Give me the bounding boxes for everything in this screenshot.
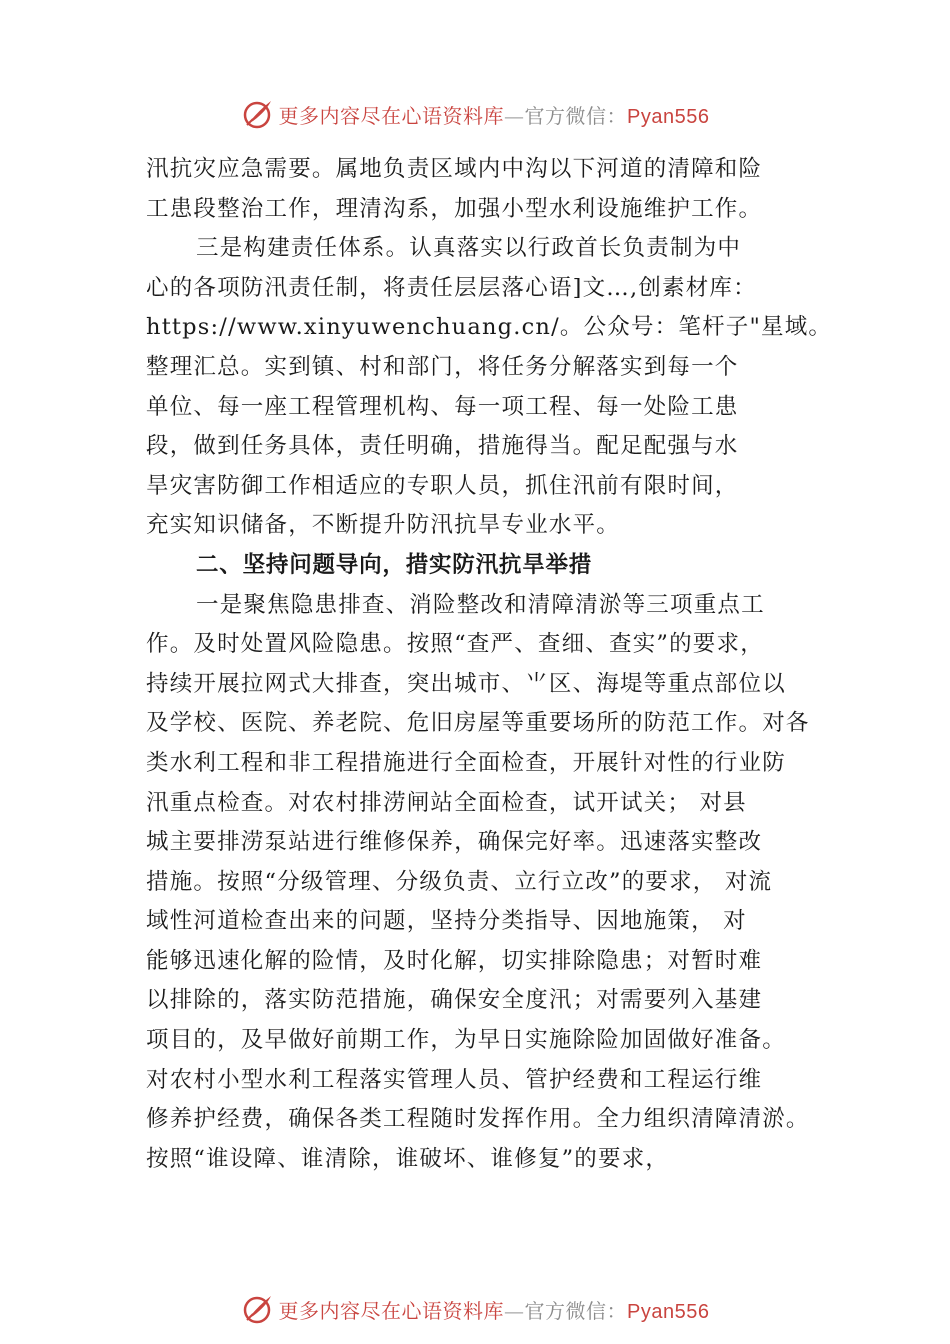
footer-banner xyxy=(0,1289,950,1329)
text-line: 汛重点检查。对农村排涝闸站全面检查，试开试关； 对县 xyxy=(146,789,747,816)
text-line: 城主要排涝泵站进行维修保养，确保完好率。迅速落实整改 xyxy=(146,829,763,856)
banner-text: 更多内容尽在心语资料库—官方微信：Pyan556 xyxy=(278,103,710,128)
section-heading: 二、坚持问题导向，措实防汛抗旱举措 xyxy=(196,551,593,578)
text-line: 类水利工程和非工程措施进行全面检查，开展针对性的行业防 xyxy=(146,749,786,776)
text-line: 工患段整治工作，理清沟系，加强小型水利设施维护工作。 xyxy=(146,195,763,222)
text-line: 心的各项防汛责任制，将责任层层落心语]文…,创素材库： xyxy=(146,274,757,301)
text-line: 域性河道检查出来的问题，坚持分类指导、因地施策， 对 xyxy=(146,908,747,935)
text-line: 按照“谁设障、谁清除，谁破坏、谁修复”的要求， xyxy=(146,1145,670,1172)
text-line: 单位、每一座工程管理机构、每一项工程、每一处险工患 xyxy=(146,393,739,420)
quill-logo-icon xyxy=(241,1292,275,1326)
text-line: https://www.xinyuwenchuang.cn/。公众号：笔杆子"星域。 xyxy=(146,314,833,341)
text-line: 对农村小型水利工程落实管理人员、管护经费和工程运行维 xyxy=(146,1066,763,1093)
text-line: 旱灾害防御工作相适应的专职人员，抓住汛前有限时间， xyxy=(146,472,739,499)
text-line: 及学校、医院、养老院、危旧房屋等重要场所的防范工作。对各 xyxy=(146,710,810,737)
document-body xyxy=(146,150,846,1179)
text-line: 段，做到任务具体，责任明确，措施得当。配足配强与水 xyxy=(146,433,739,460)
text-line: 整理汇总。实到镇、村和部门，将任务分解落实到每一个 xyxy=(146,353,739,380)
text-line: 一是聚焦隐患排查、消险整改和清障清淤等三项重点工 xyxy=(196,591,765,618)
text-line: 汛抗灾应急需要。属地负责区域内中沟以下河道的清障和险 xyxy=(146,156,763,182)
text-line: 充实知识储备，不断提升防汛抗旱专业水平。 xyxy=(146,512,621,539)
text-line: 持续开展拉网式大排查，突出城市、⺌区、海堤等重点部位以 xyxy=(146,670,786,697)
text-line: 以排除的，落实防范措施，确保安全度汛；对需要列入基建 xyxy=(146,987,763,1014)
text-line: 修养护经费，确保各类工程随时发挥作用。全力组织清障清淤。 xyxy=(146,1106,810,1133)
quill-logo-icon xyxy=(241,97,275,131)
text-line: 三是构建责任体系。认真落实以行政首长负责制为中 xyxy=(196,235,742,262)
text-line: 项目的，及早做好前期工作，为早日实施除险加固做好准备。 xyxy=(146,1027,786,1054)
text-line: 措施。按照“分级管理、分级负责、立行立改”的要求， 对流 xyxy=(146,868,773,895)
text-line: 能够迅速化解的险情，及时化解，切实排除隐患；对暂时难 xyxy=(146,947,763,974)
text-line: 作。及时处置风险隐患。按照“查严、查细、查实”的要求， xyxy=(146,631,764,658)
banner-text: 更多内容尽在心语资料库—官方微信：Pyan556 xyxy=(278,1298,710,1323)
header-banner xyxy=(0,94,950,134)
